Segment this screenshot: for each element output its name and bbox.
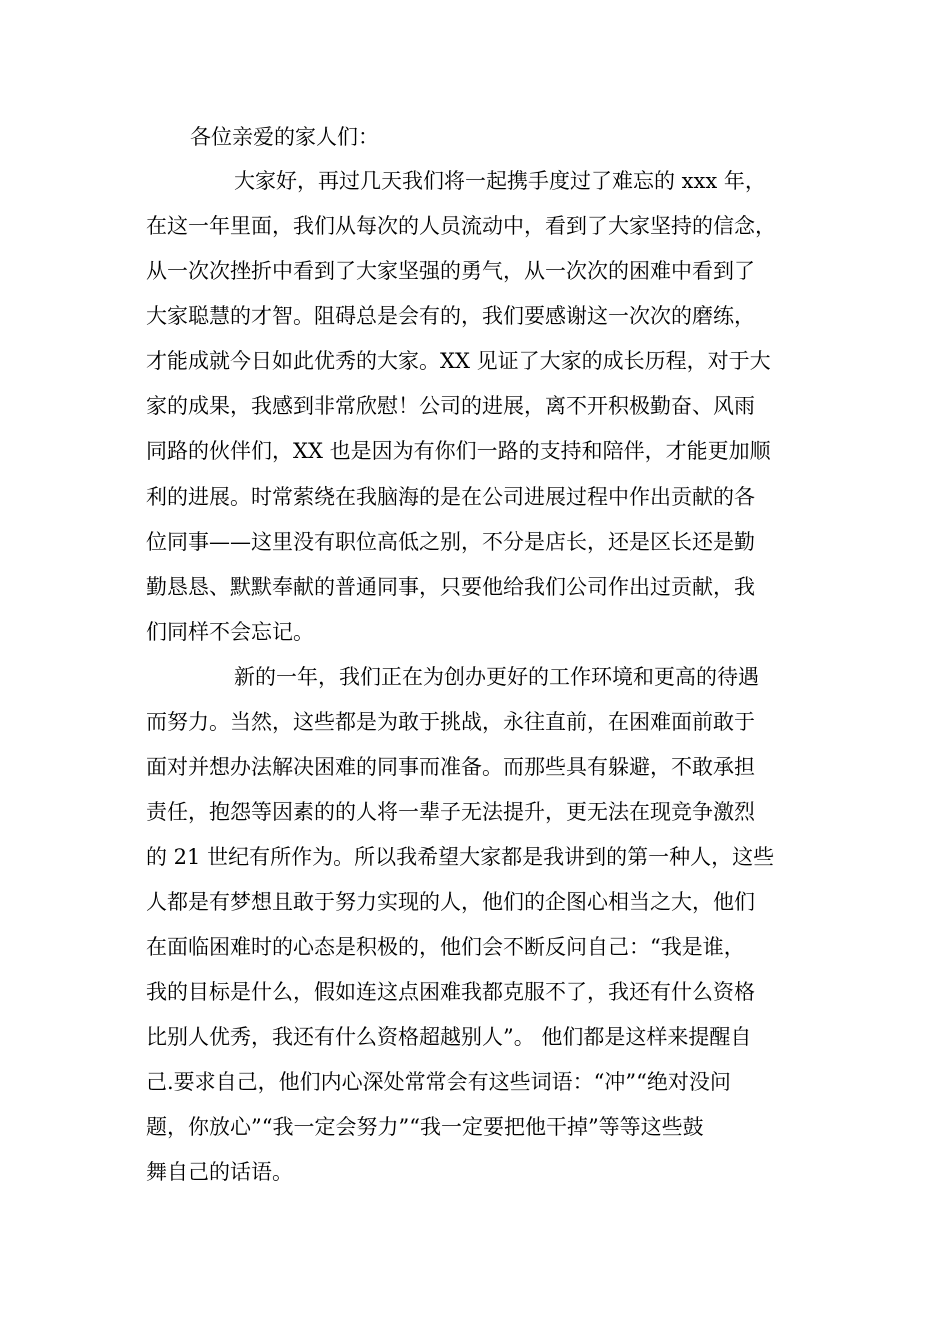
paragraph-line: 题，你放心”“我一定会努力”“我一定要把他干掉”等等这些鼓 xyxy=(146,1115,704,1139)
paragraph-line: 责任，抱怨等因素的的人将一辈子无法提升，更无法在现竞争激烈 xyxy=(146,800,755,824)
paragraph-line: 同路的伙伴们，XX 也是因为有你们一路的支持和陪伴，才能更加顺 xyxy=(146,439,771,463)
paragraph-line: 舞自己的话语。 xyxy=(146,1160,293,1184)
paragraph-line: 家的成果，我感到非常欣慰！公司的进展，离不开积极勤奋、风雨 xyxy=(146,394,755,418)
paragraph-line: 人都是有梦想且敢于努力实现的人，他们的企图心相当之大，他们 xyxy=(146,890,755,914)
paragraph-line: 从一次次挫折中看到了大家坚强的勇气，从一次次的困难中看到了 xyxy=(146,259,755,283)
paragraph-line: 比别人优秀，我还有什么资格超越别人”。 他们都是这样来提醒自 xyxy=(146,1025,752,1049)
paragraph-line: 的 21 世纪有所作为。所以我希望大家都是我讲到的第一种人，这些 xyxy=(146,845,775,869)
paragraph-line: 在面临困难时的心态是积极的，他们会不断反问自己：“我是谁， xyxy=(146,935,745,959)
salutation: 各位亲爱的家人们： xyxy=(190,125,379,149)
paragraph-line: 勤恳恳、默默奉献的普通同事，只要他给我们公司作出过贡献，我 xyxy=(146,575,755,599)
paragraph-line: 新的一年，我们正在为创办更好的工作环境和更高的待遇 xyxy=(234,665,759,689)
paragraph-line: 大家聪慧的才智。阻碍总是会有的，我们要感谢这一次次的磨练， xyxy=(146,304,755,328)
paragraph-line: 面对并想办法解决困难的同事而准备。而那些具有躲避，不敢承担 xyxy=(146,755,755,779)
paragraph-line: 己.要求自己，他们内心深处常常会有这些词语：“冲”“绝对没问 xyxy=(146,1070,731,1094)
paragraph-line: 我的目标是什么，假如连这点困难我都克服不了，我还有什么资格 xyxy=(146,980,755,1004)
paragraph-line: 在这一年里面，我们从每次的人员流动中，看到了大家坚持的信念， xyxy=(146,214,776,238)
paragraph-line: 们同样不会忘记。 xyxy=(146,620,314,644)
paragraph-line: 位同事——这里没有职位高低之别，不分是店长，还是区长还是勤 xyxy=(146,530,755,554)
paragraph-line: 大家好，再过几天我们将一起携手度过了难忘的 xxx 年， xyxy=(234,169,766,193)
paragraph-line: 才能成就今日如此优秀的大家。XX 见证了大家的成长历程，对于大 xyxy=(146,349,771,373)
paragraph-line: 利的进展。时常萦绕在我脑海的是在公司进展过程中作出贡献的各 xyxy=(146,485,755,509)
paragraph-line: 而努力。当然，这些都是为敢于挑战，永往直前，在困难面前敢于 xyxy=(146,710,755,734)
